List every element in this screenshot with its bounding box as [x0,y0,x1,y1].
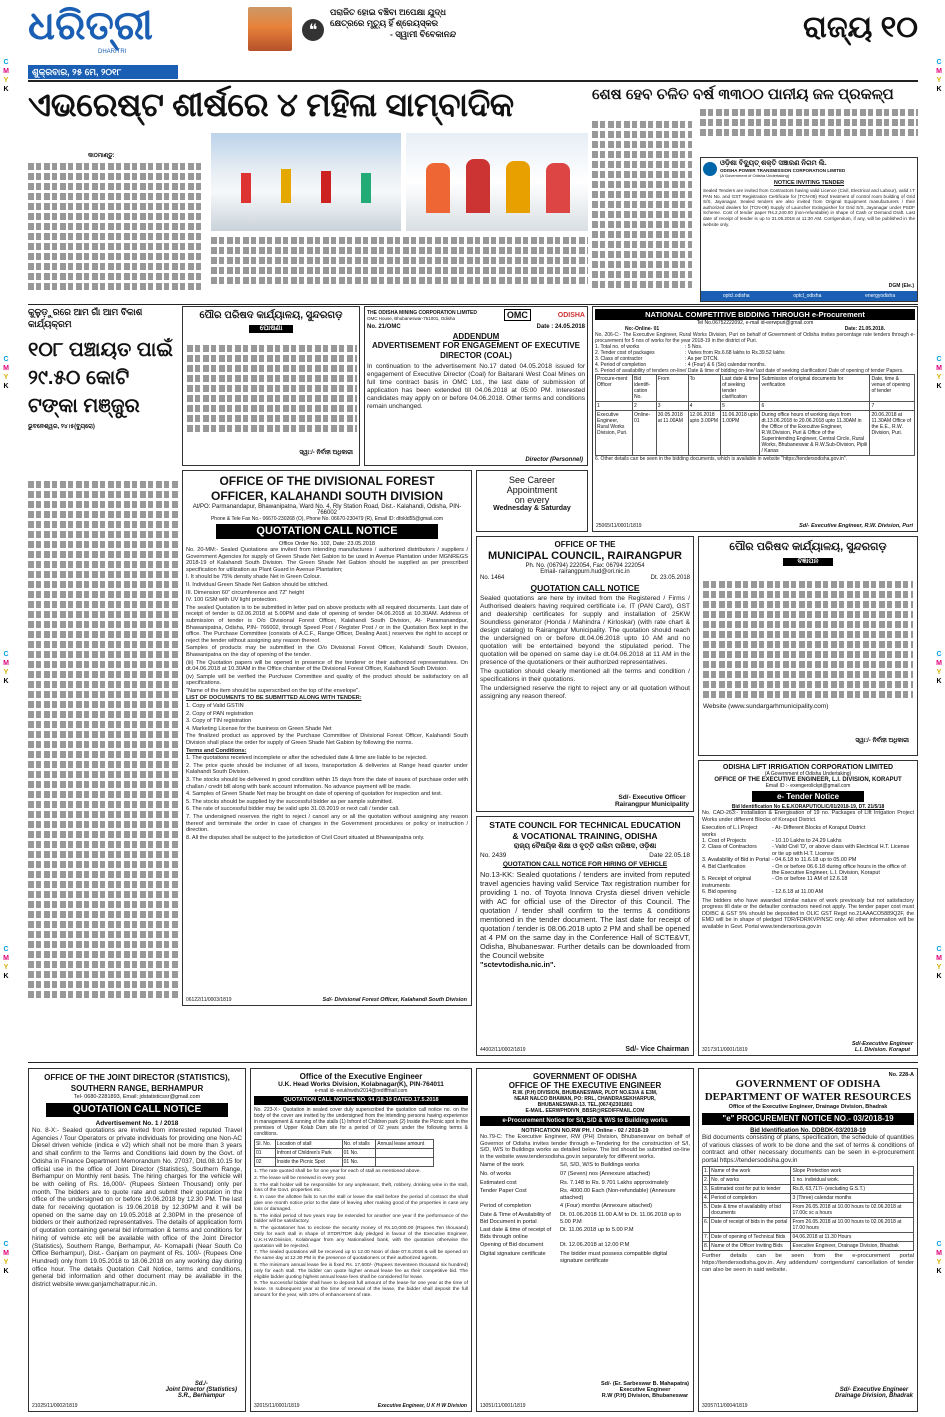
ukhw-t2: U.K. Head Works Division, Kolabnagar(K), PIN-764011 [278,1081,444,1088]
stats-sig: Sd./- Joint Director (Statistics) S.R., Berhampur [165,1381,237,1399]
optcl-body: Sealed Tenders are invited from Contractors having valid Licence (Civil, Electrical and Labour), valid I.T PAN No. and GST Registration Certificate for (TCN-08) Roof treatment of control room building of Grid S/S, Jayanagar. Sealed tenders are also invited from Original Equipment manufacturers / their authorized dealers for (TCN-09) Supply of Launcher Extinguisher for Grid S/S, Jayanagar under PSDF Scheme. Cost of tender paper Rs.2,240.00 (non-refundable) in shape of Cash or Demand Draft. Last date of receipt of tender is up to 31.05.2018 at 11:30 AM. Corrigendum, if any, will be published in the website only. [703,188,915,227]
forest-phone: Phone & Tele Fax No.- 06670-230268 (O), Phone No. 06670-230479 (R), Email ID: dfokld55@gmail.com [210,516,444,522]
ncb-tel: Tel No.06752222092, e-mail id-eerwpuri@gmail.com [696,320,814,326]
masthead [28,3,918,81]
forest-foot: 06122/11/0003/1819 [186,997,232,1003]
table-row: Executive Engineer, Rural Works Division, Puri. Online-01 30.05.2018 at 11.00AM 12.06.2018 upto 3.00PM 11.06.2018 upto 1.00PM During office hours of working days from dt.13.06.2018 to 20.06.2018 upto 11.30AM in the Office of the Executive Engineer, R.W.Division, Puri & Office of the Superintending Engineer, Central Circle, Rural Works, Bhubaneswar & R.W.Sub-Division, Pipili / Kanas 20.06.2018 at 11.30AM Office of the E.E., R.W. Division, Puri. [596,411,915,456]
table-row: 7. Date of opening of Technical Bids 04.06.2018 at 11.30 Hours [703,1233,914,1242]
sundargarh1-title: ପୌର ପରିଷଦ କାର୍ଯ୍ୟାଳୟ, ସୁନ୍ଦରଗଡ଼ [199,310,343,321]
omc-no: No. 21/OMC [367,324,401,330]
omc-date: Date : 24.05.2018 [536,324,585,330]
cmyk-left-4: C M Y K [3,946,9,980]
table-row: 2. No. of works 1 no. individual work. [703,1176,914,1185]
ukhw-email: e-mail id- eeukhwdiv2014@rediffmail.com [314,1088,408,1094]
table-row: 1. Name of the work Slope Protection work [703,1167,914,1176]
career-promo [476,470,588,532]
sctevt-t1: STATE COUNCIL FOR TECHNICAL EDUCATION [489,820,681,830]
dwr-table [702,1166,914,1251]
rairangpur-no: No. 1464 [480,575,505,581]
bottom-rule [28,1062,918,1063]
olic-t2: (A Government of Odisha Undertaking) [764,771,852,777]
optcl-notice-title: NOTICE INVITING TENDER [773,180,845,186]
omc-addr: OMC House, Bhubaneswar-751001, Odisha [367,315,456,321]
olic-foot: 32173/11/0001/1819 [702,1047,748,1053]
rwphd-t0: GOVERNMENT OF ODISHA [532,1072,637,1081]
optcl-logo-icon [703,162,717,176]
table-row: 6. Date of receipt of bids in the portal From 26.05.2018 at 10.00 hours to 02.06.2018 at 17.00 hours [703,1218,914,1233]
olic-rows: Execution of L.I.Project works - At- Different Blocks of Koraput District 1. Cost of Projects - 10.10 Lakhs to 24.29 Lakhs 2. Class of Contractors - Valid Civil 'D', or above class with Electrical H.T. License or tie up with H.T. License 3. Availability of Bid in Portal - 04.6.18 to 11.6.18 up to 05.00 PM 4. Bid Clarification - On or before 06.6.18 during office hours in the office of the Executive Engineer, L.I. Division, Koraput 5. Receipt of original instruments - On or before 11 AM of 12.6.18 6. Bid opening - 12.6.18 at 11.00 AM [702,825,910,896]
olic-t3: OFFICE OF THE EXECUTIVE ENGINEER, L.I. DIVISION, KORAPUT [714,777,902,783]
rwphd-notice [476,1068,694,1412]
brand-logo [28,3,163,61]
quote-text: ପରାଜିତ ହୋଇ ବଞ୍ଚିବା ଅପେକ୍ଷା ଯୁଦ୍ଧ କ୍ଷେତ୍ରରେ ମୃତ୍ୟୁ ହିଁ ଶ୍ରେୟସ୍କର - ସ୍ୱାମୀ ବିବେକାନନ୍ଦ [330,7,457,39]
dwr-foot: 32057/11/0004/1819 [702,1403,748,1409]
omc-t2: ADVERTISEMENT FOR ENGAGEMENT OF EXECUTIVE DIRECTOR (COAL) [371,341,580,360]
career-l2: Appointment [506,485,558,495]
career-l3: on every [514,495,550,505]
stats-tel: Tel- 0680-2281893, Email: jdstatisticssr@gmail.com [73,1094,201,1100]
mango-story [28,306,178,1006]
omc-logo: OMC [504,309,531,321]
forest-t2: OFFICER, KALAHANDI SOUTH DIVISION [210,489,443,503]
rairangpur-email: Email- rairangpurn.hud@ori.nic.in [540,569,630,575]
ukhw-intro: No. 223-X:- Quotation in sealed cover duly superscribed the quotation call notice no. on the body of the cover are invited by the undersigned from the intending persons having experience in management & running of the stalls (1) Infront of Children park (2) Inside the Picnic spot in the premises of Upper Kolab Dam site for a period of 02 years under the following terms & conditions. [254,1107,468,1137]
olic-bar: e- Tender Notice [752,791,864,802]
dwr-t0: GOVERNMENT OF ODISHA [735,1078,881,1090]
rairangpur-t1: MUNICIPAL COUNCIL, RAIRANGPUR [488,550,682,562]
lead-dateline: କାଠମାଣ୍ଡୁ: [88,153,115,159]
rwphd-bar: e-Procurement Notice for S/I, S/D & W/S to Building works [480,1116,690,1126]
sctevt-date: Date 22.05.18 [649,852,690,859]
lead-headline: ଏଭରେଷ୍ଟ ଶୀର୍ଷରେ ୪ ମହିଳା ସାମ୍ବାଦିକ [28,86,514,123]
dwr-no: No. 228-A [888,1072,914,1078]
olic-body: The bidders who have awarded similar nature of work previously but not satisfactory progress till date or the defaulter contractors need not apply. The tender paper cost must DD/BC & GST 5% should be deposited in OLIC GST Regd no.21AAACO5889Q2F, the EMD will be in shape of pledged TDR/FDR/KVP/NSC only. All other information will be available in Govt. Portal www.tendersorissa.gov.in [702,897,914,931]
rwphd-notif: NOTIFICATION NO.RW PH. / Online - 02 / 2018-19 [521,1128,649,1134]
sctevt-t2: & VOCATIONAL TRAINING, ODISHA [512,831,658,841]
ncb-p6: 6. Other details can be seen in the bidding documents, which is available in website "https://tendersodisha.gov.in". [595,456,847,462]
rwphd-sig: Sd/- (Er. Sarbeswar B. Mahapatra) Executive Engineer R.W (P.H) Division, Bhubaneswar [600,1381,689,1399]
rairangpur-ph: Ph. No. (06794) 222054, Fax: 06794 222054 [525,563,645,569]
dwr-notice [698,1068,918,1412]
sctevt-sig: Sd/- Vice Chairman [625,1046,689,1053]
stats-notice [28,1068,246,1412]
optcl-title-odia: ଓଡ଼ିଶା ବିଦ୍ୟୁତ୍ ଶକ୍ତି ସଞ୍ଚାରଣ ନିଗମ ଲି. [720,160,827,167]
dwr-bid: Bid Identification No. DDBDK-03/2018-19 [750,1128,866,1134]
sctevt-notice [476,816,694,1056]
optcl-title-en: ODISHA POWER TRANSMISSION CORPORATION LIMITED [720,168,846,173]
cmyk-right-2: C M Y K [936,356,942,390]
mango-dateline: ଭୁବନେଶ୍ୱର, ୨୪।୫(ବ୍ୟୁରୋ) [28,424,95,430]
lead-rule [28,304,918,305]
rwphd-foot: 13051/11/0001/1819 [480,1403,526,1409]
omc-logo-2: ODISHA [557,311,585,319]
ukhw-table: Sl. No. Location of stall No. of stalls Annual lease amount 01 Infront of Children's Park 01 No. 02 Inside the Picnic Spot 01 No. [254,1139,434,1167]
stats-adv: Advertisement No. 1 / 2018 [95,1120,179,1127]
brand-odia: ଧରିତ୍ରୀ [28,4,153,48]
rairangpur-body: Sealed quotations are here by invited from the Registered / Firms / Authorised dealers having required certificate i.e. IT (PAN Card), GST and dealership certificates for supply and installation of 25KW Soundless generator (Honda / Mahindra / Kirloskar) (with rate chart & design catalog) to Rairangpur Municipality. The quotation should reach the undersigned on or before dt.04.06.2018 upto 10 AM and no quotation will be entertained beyond the stipulated period. The quotation will be opened on same day i.e dt.04.06.2018 at 11 AM in the presence of the quotationers or their authorized representatives. The quotation should clearly mentioned all the terms and condition / specifications in their quotations. The undersigned reserve the right to reject any or all quotation without assigning any reason thereof. [480,595,690,700]
ncb-date: Date: 21.05.2018. [844,326,885,332]
forest-body: No. 20-MM:- Sealed Quotations are invited from intending manufactures / authorized distributors / suppliers / Government Agencies for supply of Green Shade Net Gabion to be used in Avenue Plantation under MGNREGS 2018-19 of Kalahandi South Division. The Green Shade Net Gabion should be supplied as per prescribed specification for utilization as Plant Guard in Avenue Plantation; I. It should be 75% density shade Net in Green Colour. II. Individual Green Shade Net Gabion should be stitched. III. Dimension 60" circumference and 72" height IV. 100 GSM with UV light protection. The sealed Quotation is to be submitted in letter pad on above products with all required documents. Last date of receipt of tender is 02.06.2018 at 5.00PM and date of opening of tender 04.06.2018 at 10.30AM. Address of submission of tender is O/o Divisional Forest Officer, Kalahandi South Division, At- Paramanandpur, Bhawanipatna, Odisha, PIN- 766002, through Speed Post / Register Post / or in the Quotation Box kept in the office. The Purchase Committee (consists of A.C.F., Range Officer, Dealing Asst.) reserves the right to accept or reject the tender without assigning any reason thereof. Samples of products may be submitted in the O/o Divisional Forest Officer, Kalahandi South Division, Bhawanipatna on the day of opening of the tender. (iii) The Quotation papers will be opened in presence of the tenderer or their authorized representatives. On dt.04.06.2018 at 10.30AM in the Office chamber of the Divisional Forest Officer, Kalahandi South Division. (iv) Sample will be verified the Purchase Committee and quality of the product should be satisfactory on all specifications. "Name of the item should be superscribed on the top of the envelope". LIST OF DOCUMENTS TO BE SUBMITTED ALONG WITH TENDER: 1. Copy of Valid GSTIN 2. Copy of PAN registration 3. Copy of TIN registration 4. Marketing License for the business on Green Shade Net The finalized product as approved by the Purchase Committee of Divisional Forest Officer, Kalahandi South Division shall place the order for supply of Green Shade Net Gabion by following the norms. Terms and Conditions: 1. The quotations received incomplete or after the scheduled date & time are liable to be rejected. 2. The price quote should be inclusive of all taxes, transportation & deliveries at Range head quarter under Kalahandi South Division. 3. The stocks should be delivered in good condition within 15 days from the date of issues of purchase order with challan / credit bill along with bank account information. No advance payment will be made. 4. Samples of Green Shade Net may be brought on date of opening of quotation for inspection and test. 5. The stocks should be supplied by the successful bidder as per sample submitted. 6. The rate of successful bidder may be valid upto 31.03.2019 or next call / tender call. 7. The undersigned reserves the right to reject / cancel any or all the quotation without assigning any reason thereof and terminate the order in case of changes in the Government procedures or policy or instruction / direction. 8. All the disputes shall be subject to the jurisdiction of Civil Court situated at Bhawanipatna only. [186,547,468,841]
rairangpur-t0: OFFICE OF THE [554,540,616,549]
rairangpur-notice [476,536,694,812]
cmyk-right-1: C M Y K [936,59,942,93]
ukhw-t1: Office of the Executive Engineer [299,1072,423,1081]
table-row: 8. Name of the Officer Inviting Bids Executive Engineer, Drainage Division, Bhadrak [703,1242,914,1251]
water-headline: ଶେଷ ହେବ ଚଳିତ ବର୍ଷ ୩୩୦୦ ପାନୀୟ ଜଳ ପ୍ରକଳ୍ପ [592,86,894,103]
cmyk-right-3: C M Y K [936,651,942,685]
sctevt-foot: 44002/11/0002/1819 [480,1047,526,1053]
career-l4: Wednesday & Saturday [493,505,571,512]
sctevt-no: No. 2439 [480,852,507,859]
rwphd-addr: R.W. (P.H) DIVISION, BHUBANESWAR, PLOT NO.E3/A & E3M, NEAR NALCO BHAWAN, PO: RRL, CHANDRASEKHARPUR, BHUBANESWAR-13. TEL.(0674)2301801 E-MAIL. EERWPHDIVN_BBSR@REDIFFMAIL.COM [512,1090,658,1114]
sundargarh2-sub: ବିଜ୍ଞାପନ [783,558,833,566]
sundargarh2-title: ପୌର ପରିଷଦ କାର୍ଯ୍ୟାଳୟ, ସୁନ୍ଦରଗଡ଼ [729,541,887,553]
lead-col-1 [28,163,203,293]
ncb-puri-notice [592,306,918,532]
career-l1: See Career [508,475,556,485]
rairangpur-bar: QUOTATION CALL NOTICE [530,583,640,593]
forest-bar: QUOTATION CALL NOTICE [216,524,438,539]
optcl-notice [700,157,918,302]
rwphd-intro: No.79-C: The Executive Engineer, RW (PH) Division, Bhubaneswar on behalf of Governor of Odisha invites tender through e-Tendering for the construction of S/I, S/D, W/S to Buildings works as detailed below. The bid should be submitted on-line in the website www.tendersodisha.gov.in separately for different works. [480,1134,690,1160]
sundargarh2-sign: ସ୍ୱା:/- ନିର୍ବାହୀ ଅଧିକାରୀ [855,738,909,744]
table-row: 5. Date & time of availability of bid documents From 26.05.2018 at 10.00 hours to 02.06.2018 at 17.00c xc a hours [703,1203,914,1218]
table-row: 4. Period of completion 3 (Three) calendar months [703,1194,914,1203]
rwphd-rows: Name of the work S/I, S/D, W/S to Buildings works No. of works 07 (Seven) nos (Annexure attached) Estimated cost Rs. 7.148 to Rs. 9.701 Lakhs approximately Tender Paper Cost Rs. 4000.00 Each (Non-refundable) (Annexure attached) Period of completion 4 (Four) months (Annexure attached) Date & Time of Availability of Bid Document in portal Dt. 01.06.2018 11.00 A.M to Dt. 11.06.2018 up to 5.00 P.M Last date & time of receipt of Bids through online Dt. 11.06.2018 up to 5.00 P.M Opening of Bid document Dt. 12.06.2018 at 12.00 P.M Digital signature certificate The bidder must possess compatible digital signature certificate [480,1162,682,1264]
stats-bar: QUOTATION CALL NOTICE [46,1103,228,1117]
sctevt-bar: QUOTATION CALL NOTICE FOR HIRING OF VEHICLE [502,861,668,868]
ukhw-foot: 32015/11/0001/1819 [254,1403,300,1409]
water-col-1 [592,121,692,296]
cmyk-right-5: C M Y K [936,1241,942,1275]
table-row: 01 Infront of Children's Park 01 No. [255,1149,434,1158]
optcl-sub: (A Government of Odisha Undertaking) [720,173,790,178]
omc-notice [364,306,588,466]
forest-notice [182,470,472,1006]
dwr-intro: Bid documents consisting of plans, specification, the schedule of quantities of various classes of work to be done and the set of terms & conditions of contract and other necessary documents can be seen in e-procurement portal https://tendersodisha.gov.in [702,1134,914,1164]
rairangpur-sig: Sd/- Executive Officer Rairangpur Municipality [614,794,689,808]
cmyk-left-5: C M Y K [3,1241,9,1275]
mango-kicker: କୁଳୁଡ଼ୁରରେ ଆମ ଗାଁ ଆମ ବିକାଶ କାର୍ଯ୍ୟକ୍ରମ [28,307,143,329]
section-title: ରାଜ୍ୟ ୧୦ [802,11,918,44]
dwr-body: Further details can be seen from the e-procurement portal https://tendersodisha.gov.in. Any addendum/ corrigendum/ cancellation of tender can also be seen in said website. [702,1253,914,1274]
sctevt-web: "sctevtodisha.nic.in". [480,960,556,969]
dwr-sig: Sd/- Executive Engineer Drainage Division, Bhadrak [834,1387,913,1399]
ncb-sig: Sd/- Executive Engineer, R.W. Division, Puri [799,523,913,529]
olic-t1: ODISHA LIFT IRRIGATION CORPORATION LIMITED [722,764,894,771]
stats-foot: 21025/11/0002/1819 [32,1403,78,1409]
stats-body: No. 8-X:- Sealed quotations are invited from interested reputed Travel Agencies / Tour Operators or private individuals for providing one Non-AC Diesel driven vehicle (indica e v2) which shall not be more than 3 years and shall confirm to the Terms and Conditions laid down by the Govt. of Odisha in Finance Department Memorandum No. 27037, Dtd.08.10.15 for official use in the office of Joint Director (Statistics), Southern Range, Berhampur on Monthly rent basis. The hiring charges for the vehicle will be with ceiling of Rs. 16,000/- (Rupees Sixteen Thousand) only per month. The bidders are to quote rate and submit their quotation in the office of the undersigned on or before 19.06.2018 by 12.30 PM. The last date for receiving quotation is 19.06.2018 by 12.30PM and it will be opened on the same day on 19.05.2018 at 2.30PM in the presence of bidders or their authorized representatives. The details of application form of quotation containing general bid information & terms and conditions for hiring of vehicle etc will be available with office of the Joint Director (Statistics), Southern Range, Berhampur, At- Komapalli (Near South Co Office Berhampur), Dist.- Ganjam on payment of Rs. 100/- (Rupees One Hundred) only from 19.05.2018 to 18.06.2018 on any working day during office hour. The details Quotation Call Notice, terms and conditions, general bid information and other document may be available in the district website www.ganjamchatrapur.nic.in. [32,1127,242,1289]
forest-order: Office Order No. 102, Date: 23.05.2018 [279,541,375,547]
sundargarh2-web: Website (www.sundargarhmunicipality.com) [703,703,829,710]
ukhw-notice [250,1068,472,1412]
forest-addr: At/PO: Parmanandapur, Bhawanipatna, Ward No. 4, Rly Station Road, Dist.- Kalahandi, Odisha, PIN-766002 [192,504,462,516]
climbers-photo [406,133,588,231]
rwphd-t1: OFFICE OF THE EXECUTIVE ENGINEER [508,1081,662,1090]
sundargarh1-sub: ଘୋଷଣା [249,325,293,333]
stats-t2: SOUTHERN RANGE, BERHAMPUR [70,1084,204,1093]
mango-body [28,481,178,1006]
sctevt-body: No.13-KK: Sealed quotations / tenders are invited from reputed travel agencies having valid Service Tax registration number for providing 1 no. of Toyota Innova Crysta diesel driven vehicle with AC for official use of the Director of this Council. The quotation / tender shall confirm to the terms & conditions mentioned in the tender document. The last date for receipt of quotation / tender is 08.06.2018 upto 2 PM and shall be opened at 4 PM on the same day in the Conference Hall of SCTE&VT, Odisha, Bhubaneswar. Further details can be downloaded from the Council website [480,870,690,960]
olic-bid: Bid Identification No E.E.KORAPUT/OLIC/01/2018-19, DT. 21/5/18 [731,804,885,810]
water-col-2 [700,109,918,137]
cmyk-left-2: C M Y K [3,356,9,390]
ncb-bar: NATIONAL COMPETITIVE BIDDING THROUGH e-Procurement [595,309,915,320]
sundargarh2-body [703,581,913,701]
sundargarh1-body [187,345,357,435]
olic-notice [698,760,918,1056]
forest-t1: OFFICE OF THE DIVISIONAL FOREST [219,474,435,488]
dwr-t1: DEPARTMENT OF WATER RESOURCES [704,1091,912,1103]
olic-email: Email ID :- exengerolickpt@gmail.com [765,783,851,789]
ukhw-sig: Executive Engineer, U K H W Division [377,1403,467,1409]
ncb-items: 1. Total no. of works : 5 Nos. 2. Tender cost of packages : Varies from Rs.6.68 lakhs to Rs.39.52 lakhs 3. Class of contractor : As per DTCN. 4. Period of completion : 4 (Four) & 6 (Six) calendar months. [595,344,785,368]
lead-col-2 [211,237,588,295]
sundargarh-notice-2 [698,536,918,756]
brand-latin: DHARITRI [98,49,127,55]
ncb-table: Procure-ment Officer Bid identifi-cation No. From To Last date & time of seeking tender clarification Submission of original documents for verification Date, time & venue of opening of tender 1 2 3 4 5 6 7 Executive Engineer, Rural Works Division, Puri. Online-01 30.05.2018 at 11.00AM 12.06.2018 upto 3.00PM 11.06.2018 upto 1.00PM During office hours of working days from dt.13.06.2018 to 20.06.2018 upto 11.30AM in the Office of the Executive Engineer, R.W.Division, Puri & Office of the Superintending Engineer, Central Circle, Rural Works, Bhubaneswar & R.W.Sub-Division, Pipili / Kanas 20.06.2018 at 11.30AM Office of the E.E., R.W. Division, Puri. [595,374,915,456]
omc-t1: ADDENDUM [452,332,500,341]
ncb-intro: No. 206-C:- The Executive Engineer, Rural Works Division, Puri on behalf of Government of Odisha invites percentage rate tenders through e-procurement for 5 nos of works for the year 2018-19 in the district of Puri. [595,332,915,344]
quote-icon: ❝ [302,19,324,41]
cmyk-right-4: C M Y K [936,946,942,980]
olic-sig: Sd/-Executive Engineer L.I. Division. Koraput [851,1041,913,1053]
omc-sig: Director (Personnel) [525,457,583,463]
sundargarh1-sign: ସ୍ୱା:/- ନିର୍ବାହୀ ଅଧିକାରୀ [299,450,353,456]
sundargarh-notice-1 [182,306,360,466]
omc-name: THE ODISHA MINING CORPORATION LIMITED [367,309,477,316]
ukhw-terms: 1. The rate quoted shall be for one year for each of stall as mentioned above. 2. The lease will be renewed in every year. 3. The stall holder will be responsible for any unpleasant, theft, robbery, drinking wine in the stall, loss of the Govt. properties etc. 4. In case the allottee fails to run the stall or leave the stall before the period of contract the shall give one month notice prior to the date of leaving after making good of the properties in case any loss or damaged. 5. The initial period of two years may be extended for another one year if the performance of the bidder will be satisfactory. 6. The quotationer has to enclose the security money of Rs.10,000.00 (Rupees Ten thousand) Only for each stall in shape of STDR/TDR duly pledged in favour of the Executive Engineer, U.K.H.W.Division, Kolabnagar from any Nationalised bank, with the quotation otherwise the quotation will be rejected. 7. The sealed quotations will be received up to 12.00 Noon of date 07.6.2018 & will be opened on the same day at 12.30 PM in the presence of quotationers or their authorized agents. 8. The minimum annual lease fee is fixed Rs. 17,600/- (Rupees Seventeen thousand six hundred) only for each stall. The bidder can quote higher annual lease fee as their competitive bid. The eligible bidder quoting highest annual lease fees shall be considered for lease. 9. The successful bidder shall have to deposit full amount of the lease for one year at the time of lease. In subsequent year at the time of renewal of the lease, the bidder shall deposit the full amount for the year, with 10% of enhancement of rate. [254,1169,468,1298]
ukhw-bar: QUOTATION CALL NOTICE NO. 04 /18-19 DATED.17.5.2018 [254,1096,468,1105]
table-row: 3. Estimated cost for put to tender Rs.8, 63,717/- (excluding G.S.T.) [703,1185,914,1194]
olic-intro: No. CAD-263:- Installation & Energisation of 19 no. Packages of Lift Irrigation Project Works under different Blocks of Koraput District. [702,810,914,823]
rairangpur-date: Dt. 23.05.2018 [650,575,690,581]
stats-t1: OFFICE OF THE JOINT DIRECTOR (STATISTICS), [44,1073,230,1082]
table-row: 02 Inside the Picnic Spot 01 No. [255,1158,434,1167]
ncb-p5: 5. Period of availability of tenders on-line/ Date & time of bidding on-line/ last date of seeking clarification/ Date of opening of tender Papers. [595,368,904,374]
dwr-t2: Office of the Executive Engineer, Drainage Division, Bhadrak [728,1104,888,1110]
masthead-rule [28,80,918,82]
ncb-foot: 25065/11/0001/1819 [596,523,642,529]
cmyk-left-3: C M Y K [3,651,9,685]
dwr-bar: "e" PROCUREMENT NOTICE NO.- 03/2018-19 [702,1113,914,1125]
omc-body: In continuation to the advertisement No.17 dated 04.05.2018 issued for engagement of Executive Director (Coal) for Baitarani West Coal Mines on full time contract basis in OMC Ltd., the last date of submission of application has been extended till 04.06.2018 at 05:00 PM. Interested candidates may apply on or before 04.06.2018. Other terms and conditions remain unchanged. [367,363,585,410]
mango-headline: ୧୦୮ ପଞ୍ଚାୟତ ପାଇଁ ୨୯.୫୦ କୋଟି ଟଙ୍କା ମଞ୍ଜୁର [28,339,173,417]
forest-sig: Sd/- Divisional Forest Officer, Kalahandi South Division [322,997,467,1003]
everest-photo [211,133,401,231]
optcl-sign: DGM (Ele.) [888,283,914,289]
sctevt-t3: ରାଜ୍ୟ ବୈଷୟିକ ଶିକ୍ଷା ଓ ବୃତ୍ତି ତାଲିମ ପରିଷଦ, ଓଡ଼ିଶା [513,843,657,850]
cmyk-left-1: C M Y K [3,59,9,93]
date-bar: ଶୁକ୍ରବାର, ୨୫ ମେ, ୨୦୧୮ [28,65,178,79]
vivekananda-photo [248,7,292,51]
optcl-social-bar: optcl.odisha optcl_odisha energyodisha [701,291,917,301]
lead-story [28,85,588,300]
ncb-no: No:-Online- 01 [625,326,660,332]
